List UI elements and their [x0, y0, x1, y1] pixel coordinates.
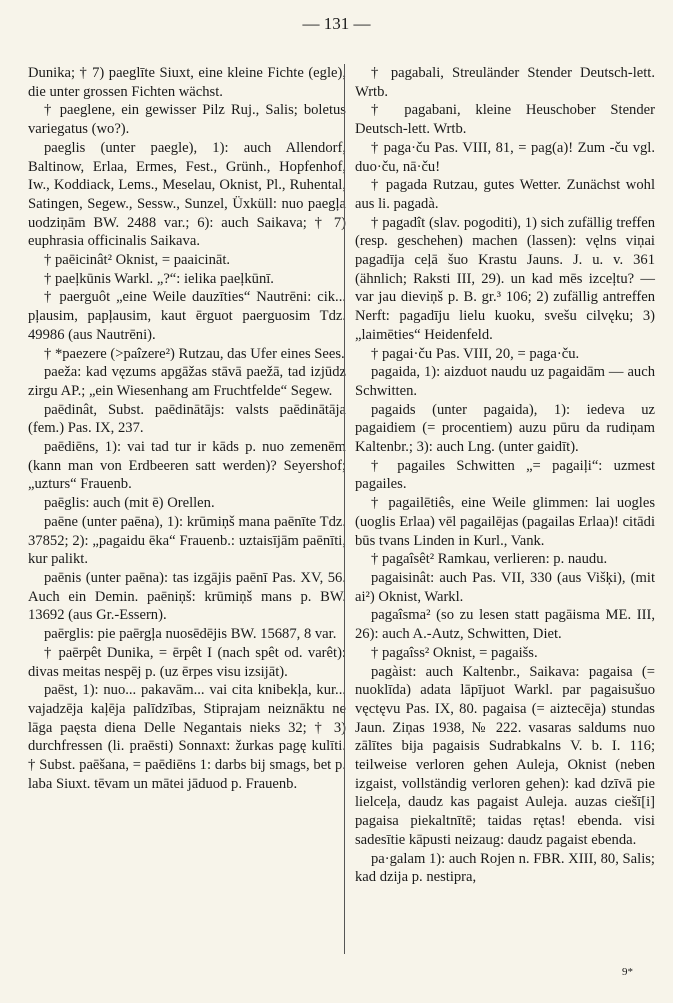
dictionary-entry: paērglis: pie paērgļa nuosēdējis BW. 15687, 8 var. [44, 626, 337, 643]
dictionary-entry: paēdiēns, 1): vai tad tur ir kāds p. nuo zemenēm (kann man von Erdbeeren satt werden)? Seyershof; „uzturs“ Frauenb. [28, 439, 346, 493]
dictionary-entry: † pagabali, Streuländer Stender Deutsch-lett. Wrtb. [355, 65, 655, 100]
dictionary-entry: † pagailētiês, eine Weile glimmen: lai uogles (uoglis Erlaa) vēl pagailējas (pagailas Erlaa)! citādi būs tvans Linden in Kurl., Vank. [355, 495, 655, 549]
dictionary-entry: † paerguôt „eine Weile dauzīties“ Nautrēni: cik... pļausim, papļausim, kaut ērguot paerguosim Tdz. 49986 (aus Nautrēni). [28, 289, 346, 343]
dictionary-entry: Dunika; † 7) paeglīte Siuxt, eine kleine Fichte (egle), die unter grossen Fichten wächst. [28, 65, 346, 100]
dictionary-entry: paēnis (unter paēna): tas izgājis paēnī Pas. XV, 56. Auch ein Demin. paēniņš: krūmiņš mans p. BW. 13692 (aus Gr.-Essern). [28, 569, 346, 624]
dictionary-entry: paēglis: auch (mit ē) Orellen. [44, 495, 215, 512]
dictionary-entry: † pagadît (slav. pogoditi), 1) sich zufällig treffen (resp. geschehen) machen (lassen): vęlns viņai pagadīja ceļā šuo Krastu Jauns. J. u. v. 361 (ähnlich; Raksti III, 29). un kad mēs izceļtu? — var jau dieviņš p. B. gr.³ 106; 2) zufällig antreffen Nerft: pagadīju lielu kuoku, svešu cilvęku; 3) „laimēties“ Heidenfeld. [355, 214, 655, 343]
page-number: — 131 — [302, 14, 371, 33]
dictionary-entry: paēdinât, Subst. paēdinātājs: valsts paēdinātāja (fem.) Pas. IX, 237. [28, 401, 346, 437]
dictionary-entry: † pagada Rutzau, gutes Wetter. Zunächst wohl aus li. pagadà. [355, 177, 655, 212]
signature-mark: 9* [622, 966, 633, 978]
dictionary-entry: † paga·ču Pas. VIII, 81, = pag(a)! Zum -ču vgl. duo·ču, nā·ču! [355, 139, 655, 175]
dictionary-entry: † paeļkūnis Warkl. „?“: ielika paeļkūnī. [44, 270, 274, 287]
dictionary-entry: † *paezere (>paîzere²) Rutzau, das Ufer eines Sees. [44, 345, 345, 362]
dictionary-entry: paēst, 1): nuo... pakavām... vai cita knibekļa, kur... vajadzēja kaļēja palīdzības, Stiprajam neiznāktu ne lāga paęsta diena Delle Negantais nieks 32; † 3) durchfressen (li. praēsti) Sonnaxt: žurkas pagę kulīti. † Subst. paēšana, = paēdiēns 1: darbs bij smags, bet p. laba Siuxt. tēvam un mātei jāduod p. Frauenb. [28, 682, 346, 792]
dictionary-entry: † pagailes Schwitten „= pagaiļi“: uzmest pagailes. [355, 457, 655, 493]
dictionary-entry: † paēicinât² Oknist, = paaicināt. [44, 252, 231, 269]
dictionary-entry: † paērpêt Dunika, = ērpêt I (nach spêt od. varêt): divas meitas nespēj p. (uz ērpes visu izsijāt). [28, 644, 346, 680]
dictionary-entry: pagaids (unter pagaida), 1): iedeva uz pagaidiem (= procentiem) auzu pūru da rudiņam Kaltenbr.; 3): auch Lng. (unter gaidīt). [355, 401, 655, 456]
dictionary-entry: pagaisinât: auch Pas. VII, 330 (aus Višķi), (mit ai²) Oknist, Warkl. [355, 569, 655, 605]
dictionary-entry: † pagabani, kleine Heuschober Stender Deutsch-lett. Wrtb. [355, 102, 655, 138]
dictionary-entry: paeglis (unter paegle), 1): auch Allendorf, Baltinow, Erlaa, Ermes, Fest., Grünh., Hopfenhof, Iw., Koddiack, Lems., Meselau, Oknist, Pl., Ruhental, Satingen, Segew., Sessw., Sunzel, Üxküll: nuo paegļa uodziņām BW. 2488 var.; 6): auch Saikava; † 7) euphrasia officinalis Saikava. [28, 139, 346, 250]
dictionary-entry: † pagaîsêt² Ramkau, verlieren: p. naudu. [371, 551, 608, 568]
dictionary-entry: † paeglene, ein gewisser Pilz Ruj., Salis; boletus variegatus (wo?). [28, 102, 346, 138]
dictionary-entry: pagaîsma² (so zu lesen statt pagāisma ME. III, 26): auch A.-Autz, Schwitten, Diet. [355, 607, 655, 643]
right-column [355, 64, 655, 887]
dictionary-entry: paēne (unter paēna), 1): krūmiņš mana paēnīte Tdz. 37852; 2): „pagaidu ēka“ Frauenb.: uztaisījām paēnīti, kur palikt. [28, 513, 346, 568]
column-divider [344, 64, 345, 954]
dictionary-entry: pagaida, 1): aizduot naudu uz pagaidām — auch Schwitten. [355, 364, 655, 399]
dictionary-entry: pagàist: auch Kaltenbr., Saikava: pagaisa (= nuoklīda) adata lāpījuot Warkl. par pagaisušuo vęctęvu Pas. IX, 80. pagaisa (= aiztecēja) stundas Jaun. Ziņas 1938, № 222. vasaras saldums nuo zālītes bija pagaisis Sudrabkalns V. b. I. 116; teilweise verloren gehen Auleja, Oknist (neben izgaist, vollständig verloren gehen): kad dzīvā pie lielceļa, daudz kas pagaist Auleja. auzas ciešī[i] pagaisa piekaltnītē; taidas rętas! ebenda. visi sadesītie kāpusti neizaug: daudz pagaist ebenda. [355, 663, 655, 848]
dictionary-entry: † pagaîss² Oknist, = pagaišs. [371, 644, 538, 661]
dictionary-entry: paeža: kad vęzums apgāžas stāvā paežā, tad izjūdz zirgu AP.; „ein Wiesenhang am Fruchtfelde“ Segew. [28, 364, 346, 399]
left-column [28, 64, 346, 793]
dictionary-entry: † pagai·ču Pas. VIII, 20, = paga·ču. [371, 345, 580, 362]
dictionary-entry: pa·galam 1): auch Rojen n. FBR. XIII, 80, Salis; kad dzija p. nestipra, [355, 850, 655, 886]
